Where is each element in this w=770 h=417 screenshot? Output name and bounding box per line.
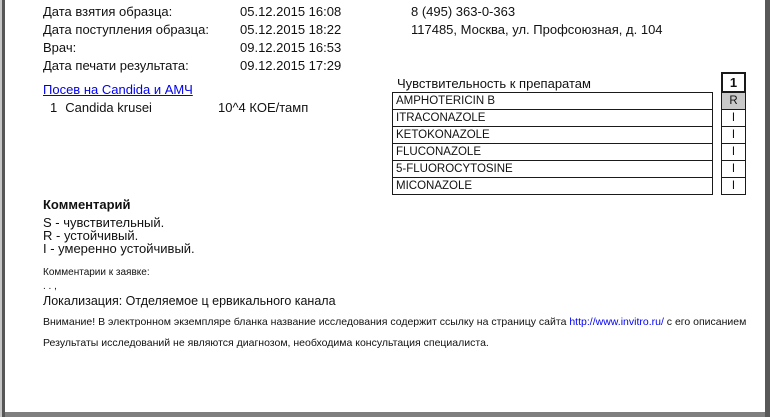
page-bottom-shadow	[5, 412, 765, 417]
lab-address: 117485, Москва, ул. Профсоюзная, д. 104	[411, 22, 663, 37]
drug-cell: 5-FLUOROCYTOSINE	[392, 160, 713, 178]
result-cell: R	[721, 92, 746, 110]
organism-result: 10^4 КОЕ/тамп	[218, 100, 309, 115]
invitro-link[interactable]: http://www.invitro.ru/	[569, 316, 664, 328]
result-cell: I	[721, 143, 746, 161]
drug-cell: FLUCONAZOLE	[392, 143, 713, 161]
date-label: Дата печати результата:	[43, 58, 189, 73]
date-label: Врач:	[43, 40, 77, 55]
drug-column	[392, 92, 713, 195]
date-value: 09.12.2015 17:29	[240, 58, 342, 73]
comment-title: Комментарий	[43, 197, 131, 212]
legend-line-s: S - чувствительный.	[43, 215, 165, 230]
notice-text-after: с его описанием	[663, 316, 747, 328]
page-right-border	[765, 0, 770, 417]
susceptibility-title: Чувствительность к препаратам	[397, 76, 591, 91]
sample-dates-block	[43, 3, 341, 75]
disclaimer-line: Результаты исследований не являются диагнозом, необходима консультация специалиста.	[43, 337, 489, 349]
drug-cell: ITRACONAZOLE	[392, 109, 713, 127]
request-comments-label: Комментарии к заявке:	[43, 267, 150, 278]
date-row	[43, 39, 341, 57]
legend-line-i: I - умеренно устойчивый.	[43, 241, 195, 256]
date-label: Дата взятия образца:	[43, 4, 173, 19]
organism-row	[50, 99, 309, 117]
notice-line	[43, 316, 746, 329]
result-column	[721, 92, 746, 195]
date-row	[43, 21, 341, 39]
date-value: 05.12.2015 16:08	[240, 4, 342, 19]
lab-contact-block	[411, 3, 663, 39]
drug-cell: AMPHOTERICIN B	[392, 92, 713, 110]
request-comments-value: . . ,	[43, 281, 57, 292]
result-cell: I	[721, 160, 746, 178]
result-cell: I	[721, 177, 746, 195]
localization-line: Локализация: Отделяемое ц ервикального канала	[43, 294, 336, 308]
date-row	[43, 57, 341, 75]
drug-cell: KETOKONAZOLE	[392, 126, 713, 144]
drug-cell: MICONAZOLE	[392, 177, 713, 195]
test-name-link[interactable]: Посев на Candida и АМЧ	[43, 82, 193, 97]
date-row	[43, 3, 341, 21]
notice-text-before: Внимание! В электронном экземпляре бланка название исследования содержит ссылку на страницу сайта	[43, 316, 570, 328]
legend-line-r: R - устойчивый.	[43, 228, 139, 243]
organism-name: Candida krusei	[65, 100, 152, 115]
page-left-border	[2, 0, 5, 417]
lab-phone: 8 (495) 363-0-363	[411, 4, 516, 19]
date-value: 09.12.2015 16:53	[240, 40, 342, 55]
isolate-column-header: 1	[721, 72, 746, 93]
result-cell: I	[721, 109, 746, 127]
report-page	[5, 0, 765, 412]
result-cell: I	[721, 126, 746, 144]
date-label: Дата поступления образца:	[43, 22, 209, 37]
date-value: 05.12.2015 18:22	[240, 22, 342, 37]
organism-number: 1	[50, 100, 58, 115]
sir-legend	[43, 216, 195, 255]
